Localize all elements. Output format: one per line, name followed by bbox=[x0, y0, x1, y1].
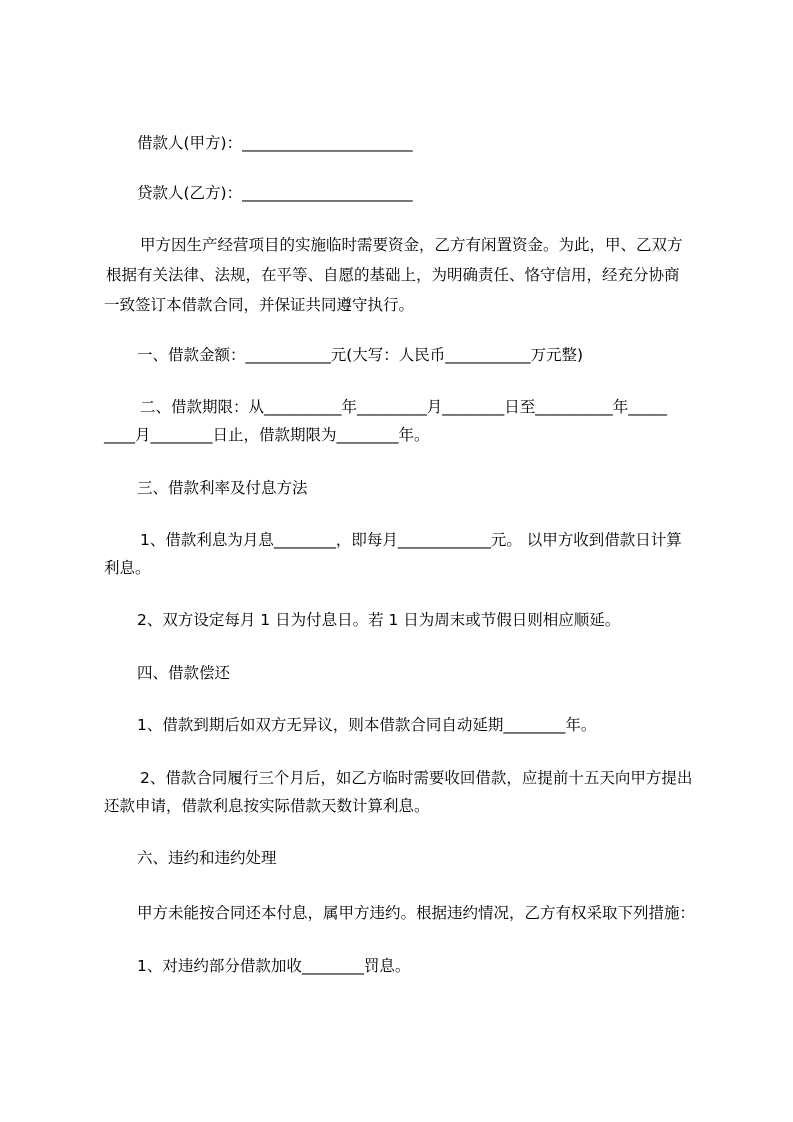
section-heading-default: 六、违约和违约处理 bbox=[137, 849, 277, 867]
section-heading-interest: 三、借款利率及付息方法 bbox=[137, 479, 308, 497]
default-intro: 甲方未能按合同还本付息，属甲方违约。根据违约情况，乙方有权采取下列措施： bbox=[137, 904, 696, 922]
payment-date-clause: 2、双方设定每月 1 日为付息日。若 1 日为周末或节假日则相应顺延。 bbox=[137, 611, 621, 629]
loan-term-line: 二、借款期限：从__________年_________月________日至__________年_____ bbox=[140, 398, 668, 416]
borrower-line: 借款人(甲方)：______________________ bbox=[137, 134, 413, 152]
preamble-line: 根据有关法律、法规，在平等、自愿的基础上，为明确责任、恪守信用，经充分协商 bbox=[106, 266, 680, 284]
loan-term-line: ____月________日止，借款期限为________年。 bbox=[104, 426, 430, 444]
extension-clause: 1、借款到期后如双方无异议，则本借款合同自动延期________年。 bbox=[137, 716, 597, 734]
early-recall-clause-line: 2、借款合同履行三个月后，如乙方临时需要收回借款，应提前十五天向甲方提出 bbox=[140, 769, 693, 787]
preamble-line: 一致签订本借款合同，并保证共同遵守执行。 bbox=[104, 296, 415, 314]
loan-amount-clause: 一、借款金额：___________元(大写：人民币___________万元整) bbox=[137, 346, 584, 364]
penalty-clause: 1、对违约部分借款加收________罚息。 bbox=[137, 957, 411, 975]
interest-clause-line: 1、借款利息为月息________，即每月____________元。 以甲方收到借款日计算 bbox=[140, 531, 682, 549]
section-heading-repayment: 四、借款偿还 bbox=[137, 664, 231, 682]
interest-clause-line: 利息。 bbox=[104, 559, 151, 577]
preamble-line: 甲方因生产经营项目的实施临时需要资金，乙方有闲置资金。为此，甲、乙双方 bbox=[140, 236, 683, 254]
lender-line: 贷款人(乙方)：______________________ bbox=[137, 184, 413, 202]
early-recall-clause-line: 还款申请，借款利息按实际借款天数计算利息。 bbox=[104, 797, 430, 815]
